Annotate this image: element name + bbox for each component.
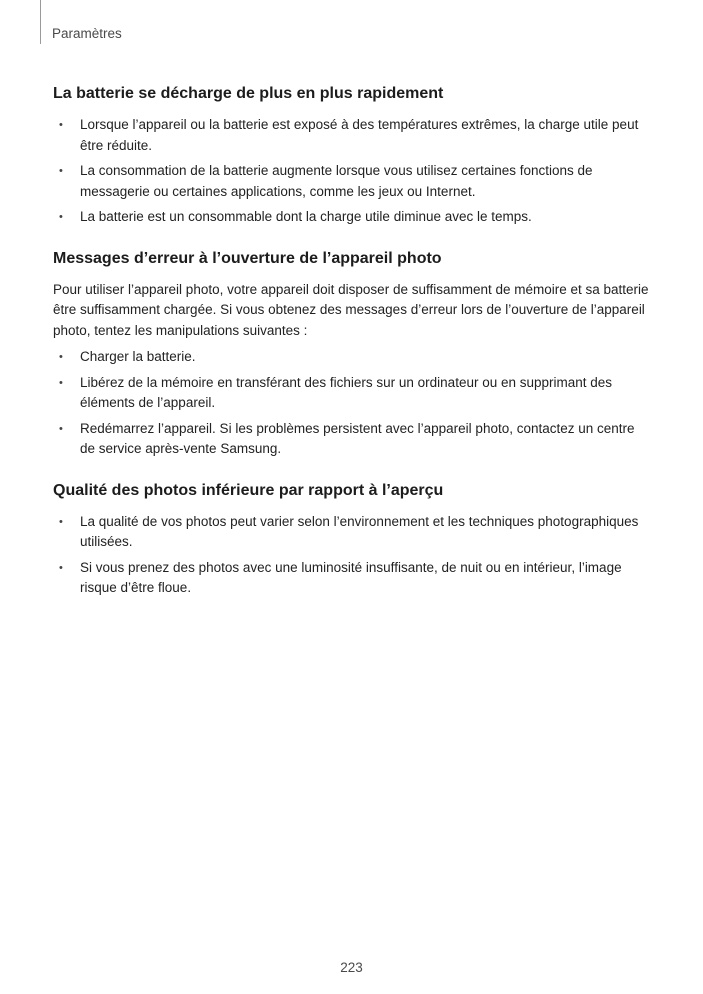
bullet-list [53, 115, 653, 228]
section-intro: Pour utiliser l’appareil photo, votre appareil doit disposer de suffisamment de mémoire et sa batterie être suffisamment chargée. Si vous obtenez des messages d’erreur lors de l’ouverture de l’appareil photo, tentez les manipulations suivantes : [53, 281, 649, 338]
section-camera-errors [53, 248, 653, 460]
bullet-list [53, 512, 653, 599]
section-title: La batterie se décharge de plus en plus rapidement [53, 85, 444, 102]
section-battery [53, 83, 653, 228]
list-item: • La batterie est un consommable dont la charge utile diminue avec le temps. [53, 207, 653, 228]
list-item: • Libérez de la mémoire en transférant des fichiers sur un ordinateur ou en supprimant des éléments de l’appareil. [59, 374, 613, 410]
bullet-icon: • [59, 211, 63, 223]
list-item: • La qualité de vos photos peut varier selon l’environnement et les techniques photographiques utilisées. [59, 513, 639, 549]
bullet-icon: • [59, 376, 63, 389]
header-divider [40, 0, 41, 44]
list-item: • La consommation de la batterie augmente lorsque vous utilisez certaines fonctions de messagerie ou certaines applications, comme les jeux ou Internet. [59, 163, 593, 199]
bullet-icon: • [59, 165, 63, 177]
bullet-icon: • [59, 351, 63, 363]
list-item: • Lorsque l’appareil ou la batterie est exposé à des températures extrêmes, la charge utile peut être réduite. [59, 117, 639, 153]
list-item: • Charger la batterie. [53, 347, 653, 368]
bullet-icon: • [59, 515, 63, 528]
page-content [53, 83, 653, 619]
bullet-icon: • [59, 561, 63, 574]
page-number: 223 [340, 960, 363, 975]
section-photo-quality [53, 480, 653, 599]
list-item: • Si vous prenez des photos avec une luminosité insuffisante, de nuit ou en intérieur, l’image risque d’être floue. [59, 559, 622, 595]
section-title: Messages d’erreur à l’ouverture de l’appareil photo [53, 249, 442, 267]
bullet-icon: • [59, 119, 63, 131]
section-title: Qualité des photos inférieure par rapport à l’aperçu [53, 481, 444, 499]
bullet-list [53, 347, 653, 460]
bullet-icon: • [59, 422, 63, 435]
section-header: Paramètres [52, 26, 122, 41]
list-item: • Redémarrez l’appareil. Si les problèmes persistent avec l’appareil photo, contactez un centre de service après-vente Samsung. [59, 420, 635, 456]
